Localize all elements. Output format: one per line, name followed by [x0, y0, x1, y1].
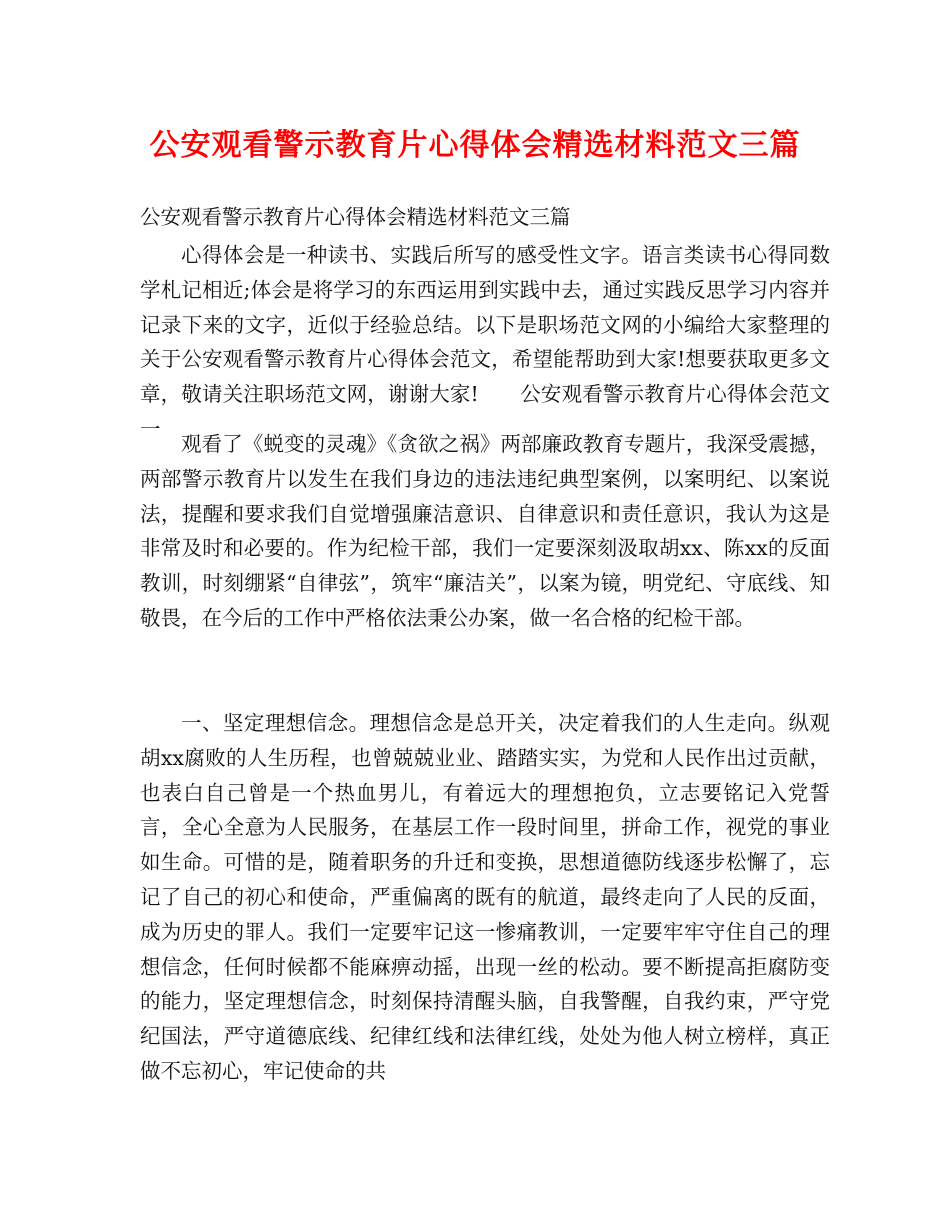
document-subtitle: 公安观看警示教育片心得体会精选材料范文三篇: [140, 205, 571, 229]
paragraph-intro: 心得体会是一种读书、实践后所写的感受性文字。语言类读书心得同数学札记相近;体会是将学习的东西运用到实践中去，通过实践反思学习内容并记录下来的文字，近似于经验总结。以下是职场范文网的小编给大家整理的关于公安观看警示教育片心得体会范文，希望能帮助到大家!想要获取更多文章，敬请关注职场范文网，谢谢大家! 公安观看警示教育片心得体会范文一: [140, 243, 830, 441]
document-title: 公安观看警示教育片心得体会精选材料范文三篇: [149, 128, 801, 163]
paragraph-point-one: 一、坚定理想信念。理想信念是总开关，决定着我们的人生走向。纵观胡xx腐败的人生历程，也曾兢兢业业、踏踏实实，为党和人民作出过贡献，也表白自己曾是一个热血男儿，有着远大的理想抱负，立志要铭记入党誓言，全心全意为人民服务，在基层工作一段时间里，拼命工作，视党的事业如生命。可惜的是，随着职务的升迁和变换，思想道德防线逐步松懈了，忘记了自己的初心和使命，严重偏离的既有的航道，最终走向了人民的反面，成为历史的罪人。我们一定要牢记这一惨痛教训，一定要牢牢守住自己的理想信念，任何时候都不能麻痹动摇，出现一丝的松动。要不断提高拒腐防变的能力，坚定理想信念，时刻保持清醒头脑，自我警醒，自我约束，严守党纪国法，严守道德底线、纪律红线和法律红线，处处为他人树立榜样，真正做不忘初心，牢记使命的共: [140, 711, 830, 1083]
paragraph-reflection: 观看了《蜕变的灵魂》《贪欲之祸》两部廉政教育专题片，我深受震撼，两部警示教育片以发生在我们身边的违法违纪典型案例，以案明纪、以案说法，提醒和要求我们自觉增强廉洁意识、自律意识和责任意识，我认为这是非常及时和必要的。作为纪检干部，我们一定要深刻汲取胡xx、陈xx的反面教训，时刻绷紧“自律弦”，筑牢“廉洁关”，以案为镜，明党纪、守底线、知敬畏，在今后的工作中严格依法秉公办案，做一名合格的纪检干部。: [140, 432, 830, 630]
